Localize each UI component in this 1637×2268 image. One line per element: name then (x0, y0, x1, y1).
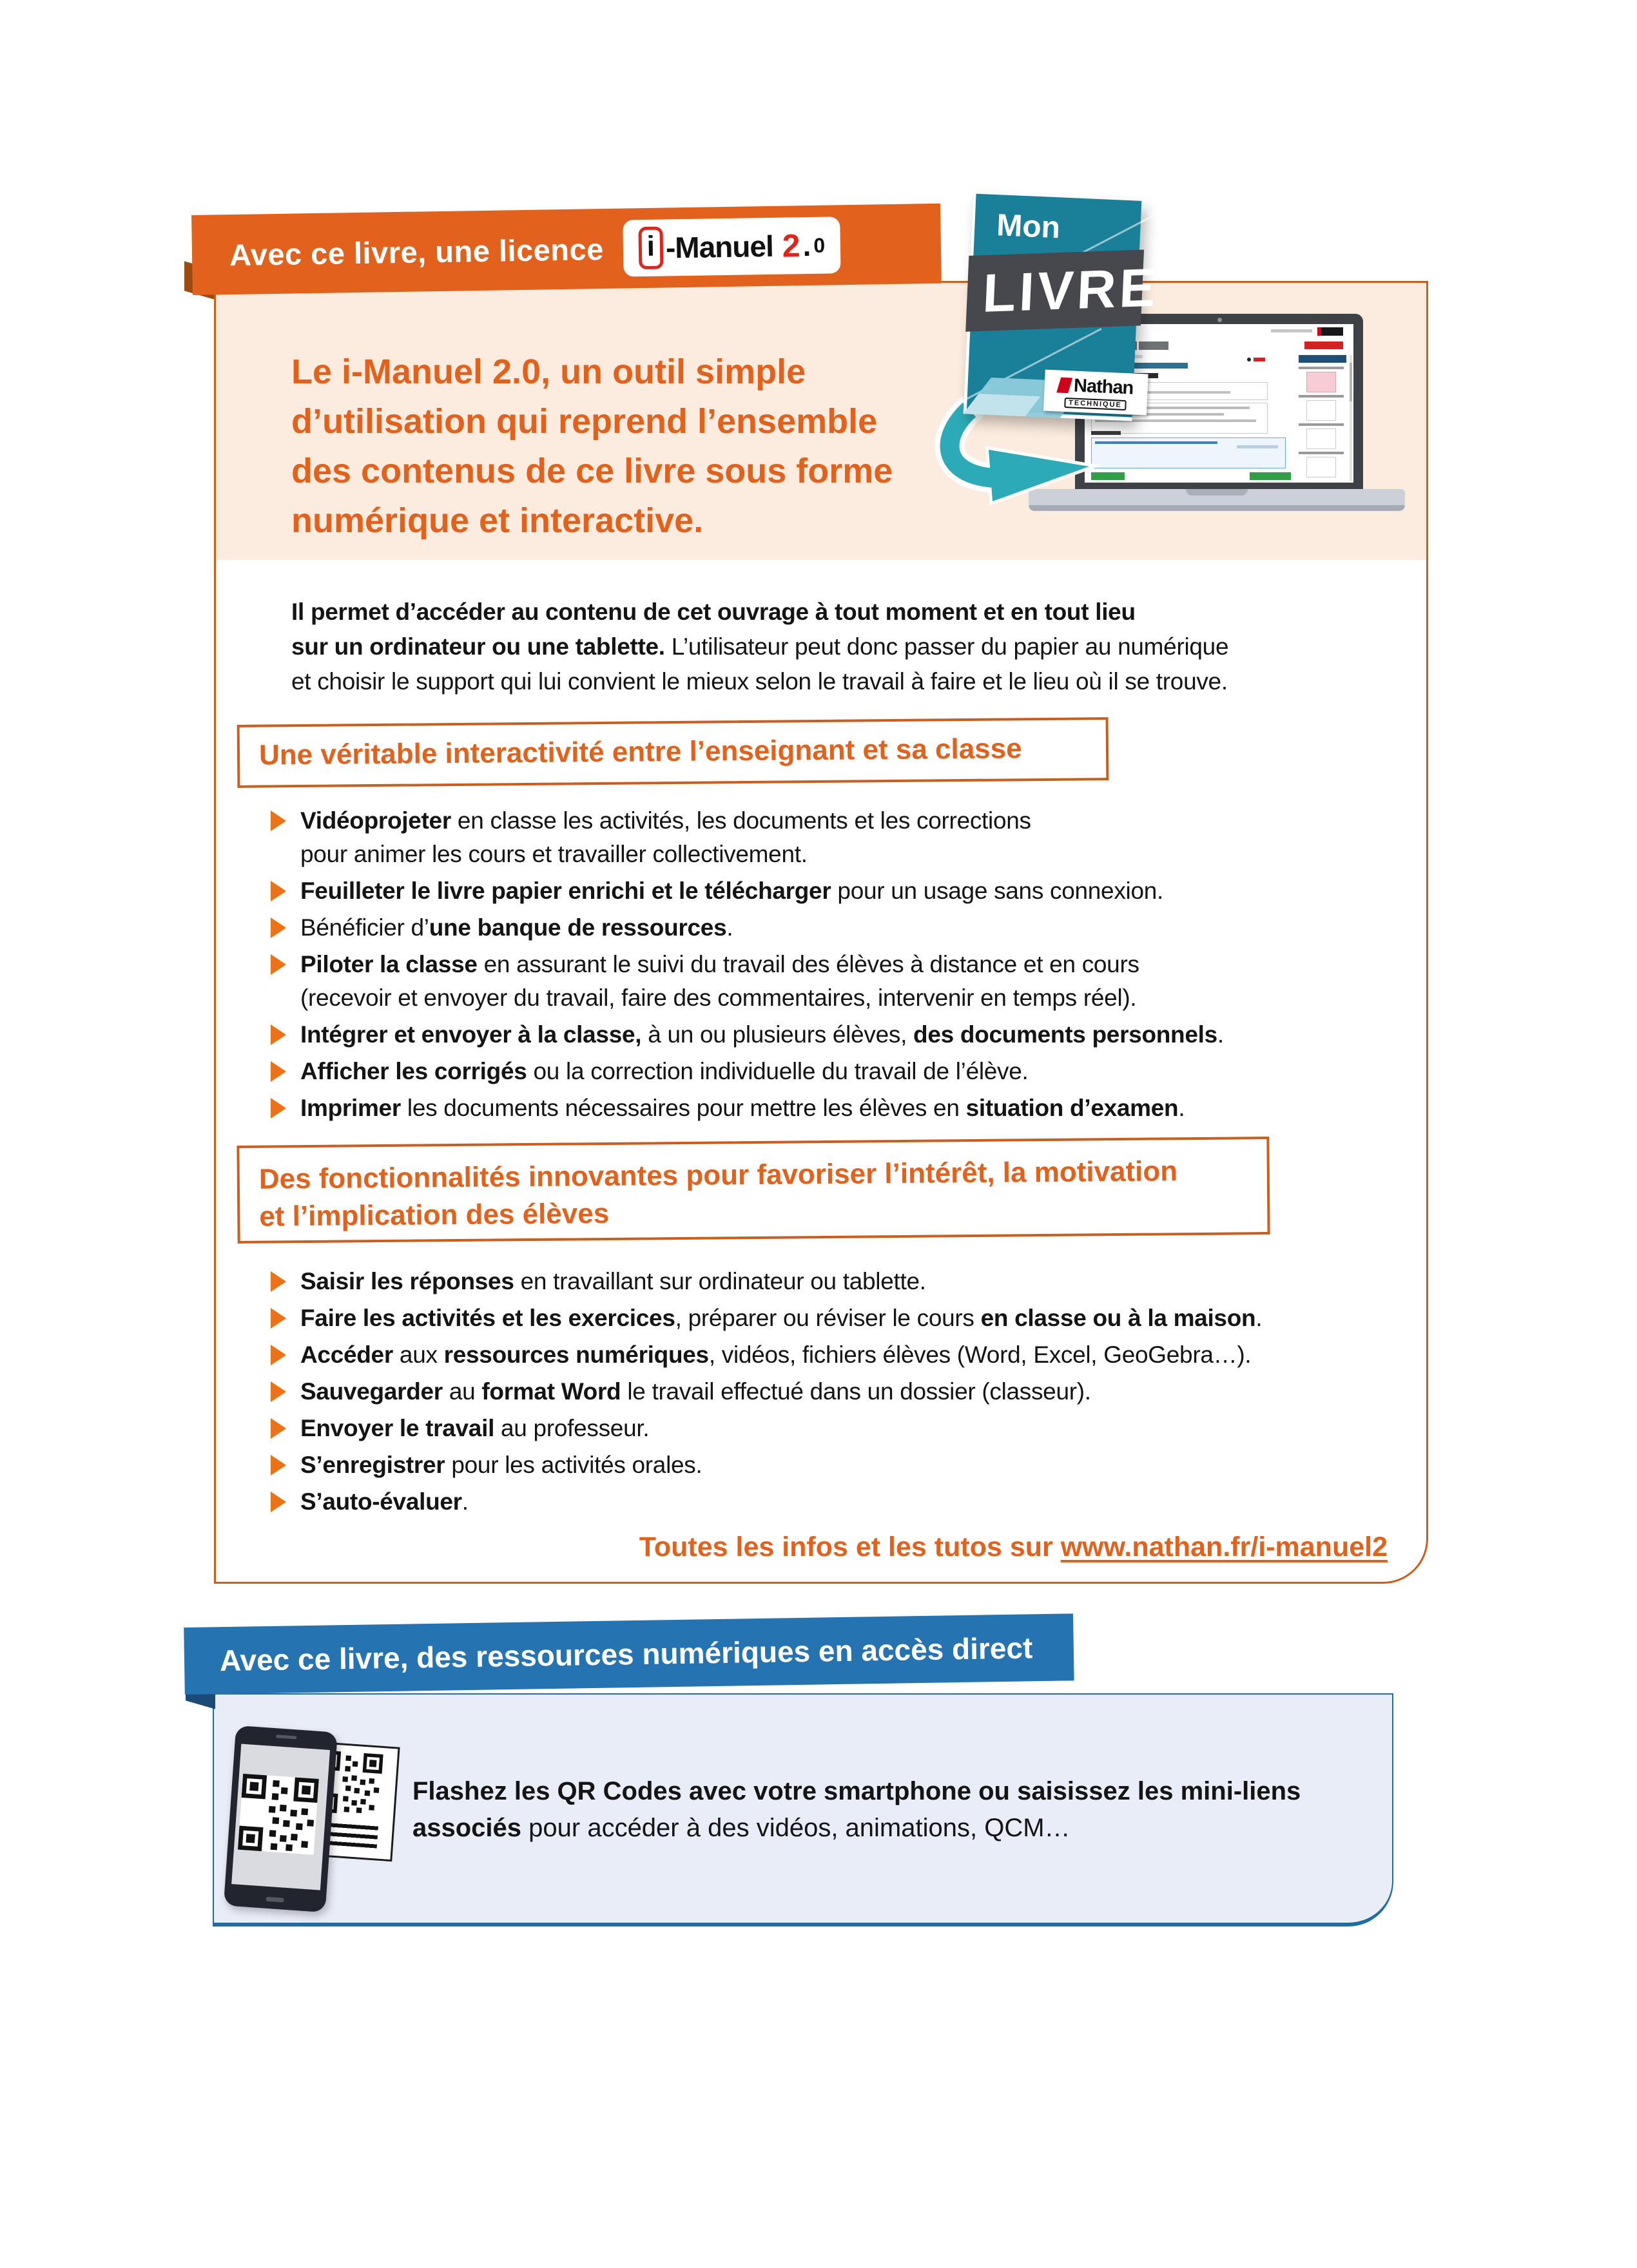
mock-green-button (1250, 472, 1291, 480)
bullet-arrow-icon (271, 1418, 286, 1439)
section2-title-line: et l’implication des élèves (259, 1197, 610, 1233)
mock-nathan-logo (1317, 327, 1343, 336)
list-item (271, 1055, 1426, 1088)
section1-title: Une véritable interactivité entre l’enseignant et sa classe (258, 733, 1022, 771)
list-item-text: Faire les activités et les exercices, préparer ou réviser le cours en classe ou à la maison. (300, 1305, 1263, 1331)
list-item-text: Feuilleter le livre papier enrichi et le télécharger pour un usage sans connexion. (300, 878, 1163, 904)
list-item-text: Imprimer les documents nécessaires pour mettre les élèves en situation d’examen. (300, 1095, 1185, 1121)
laptop-camera-dot (1217, 318, 1222, 322)
list-item (271, 1448, 1426, 1482)
bullet-arrow-icon (271, 918, 286, 938)
link-url[interactable]: www.nathan.fr/i-manuel2 (1060, 1532, 1388, 1562)
list-item (271, 1091, 1426, 1125)
intro-headline-line: des contenus de ce livre sous forme (291, 452, 893, 490)
bullet-arrow-icon (271, 1492, 286, 1512)
bullet-arrow-icon (271, 1308, 286, 1329)
nathan-technique-label: TECHNIQUE (1064, 397, 1127, 410)
list-item (271, 1265, 1426, 1298)
list-item-text: Accéder aux ressources numériques, vidéos, fichiers élèves (Word, Excel, GeoGebra…). (300, 1341, 1252, 1368)
laptop-base-notch (1186, 489, 1248, 495)
phone-home-button (266, 1897, 284, 1903)
bullet-arrow-icon (271, 1061, 286, 1082)
list-item-text: Sauvegarder au format Word le travail effectué dans un dossier (classeur). (300, 1378, 1091, 1405)
i-manuel-logo (623, 216, 841, 276)
section2-title-line: Des fonctionnalités innovantes pour favoriser l’intérêt, la motivation (258, 1155, 1178, 1195)
nathan-publisher-name: Nathan (1073, 375, 1134, 399)
top-banner-title: Avec ce livre, une licence (229, 231, 605, 272)
list-item (271, 1302, 1426, 1335)
list-item-text: Piloter la classe en assurant le suivi du travail des élèves à distance et en cours (recevoir et envoyer du travail, faire des commentaires, intervenir en temps réel). (300, 951, 1139, 1011)
section1-title-box (237, 717, 1109, 788)
section1-list (271, 804, 1426, 1128)
nathan-logo-mark (1057, 378, 1073, 394)
list-item-text: Vidéoprojeter en classe les activités, les documents et les corrections pour animer les cours et travailler collectivement. (300, 807, 1031, 867)
list-item-text: Envoyer le travail au professeur. (300, 1415, 650, 1441)
list-item-text: Afficher les corrigés ou la correction individuelle du travail de l’élève. (300, 1058, 1029, 1084)
intro-headline-line: Le i-Manuel 2.0, un outil simple (291, 352, 806, 391)
list-item (271, 1018, 1426, 1052)
bullet-arrow-icon (271, 954, 286, 975)
intro-headline (291, 347, 893, 546)
list-item (271, 1375, 1426, 1408)
phone-screen (231, 1744, 330, 1890)
qr-instructions-text: Flashez les QR Codes avec votre smartphone ou saisissez les mini-liens associés pour accéder à des vidéos, animations, QCM… (412, 1777, 1301, 1842)
bullet-arrow-icon (271, 1345, 286, 1365)
book-cover-line1: Mon (996, 208, 1061, 245)
bullet-arrow-icon (271, 1271, 286, 1292)
list-item-text: S’auto-évaluer. (300, 1488, 469, 1515)
list-item-text: Saisir les réponses en travaillant sur ordinateur ou tablette. (300, 1268, 926, 1294)
footer-link-line: Toutes les infos et les tutos sur www.nathan.fr/i-manuel2 (639, 1532, 1388, 1562)
list-item (271, 1338, 1426, 1372)
i-manuel-logo-dot: . (802, 228, 811, 263)
i-manuel-logo-2: 2 (782, 227, 800, 264)
section2-list (271, 1265, 1426, 1522)
list-item (271, 948, 1426, 1015)
list-item (271, 1485, 1426, 1519)
section2-title-box (237, 1137, 1270, 1244)
smartphone-qr-illustration (223, 1725, 429, 1923)
intro-headline-line: numérique et interactive. (291, 501, 704, 540)
list-item-text: Bénéficier d’une banque de ressources. (300, 914, 733, 941)
mock-sidebar-header (1299, 355, 1346, 363)
bottom-banner-title: Avec ce livre, des ressources numériques en accès direct (219, 1631, 1033, 1678)
list-item-text: S’enregistrer pour les activités orales. (300, 1452, 702, 1478)
book-cover-band (965, 249, 1160, 331)
i-manuel-logo-0: 0 (813, 233, 826, 257)
intro-paragraph: Il permet d’accéder au contenu de cet ouvrage à tout moment et en tout lieu sur un ordinateur ou une tablette. L’utilisateur peut donc passer du papier au numérique et choisir le support qui lui convient le mieux selon le travail à faire et le lieu où il se trouve. (291, 599, 1229, 695)
i-manuel-logo-manuel: -Manuel (665, 229, 774, 265)
phone-speaker (276, 1735, 296, 1739)
bullet-arrow-icon (271, 1024, 286, 1045)
list-item-text: Intégrer et envoyer à la classe, à un ou plusieurs élèves, des documents personnels. (300, 1021, 1224, 1048)
intro-headline-line: d’utilisation qui reprend l’ensemble (291, 402, 878, 441)
bullet-arrow-icon (271, 811, 286, 831)
smartphone (224, 1725, 338, 1912)
mock-red-button (1304, 341, 1343, 349)
list-item (271, 911, 1426, 945)
list-item (271, 874, 1426, 908)
list-item (271, 804, 1426, 871)
top-banner (191, 204, 942, 295)
i-manuel-logo-i: i (638, 227, 663, 270)
list-item (271, 1412, 1426, 1445)
bullet-arrow-icon (271, 1455, 286, 1475)
bullet-arrow-icon (271, 1098, 286, 1119)
nathan-publisher-label (1043, 370, 1148, 416)
bullet-arrow-icon (271, 1381, 286, 1402)
book-cover-illustration (964, 193, 1160, 421)
book-cover-line2: LIVRE (981, 256, 1160, 323)
bullet-arrow-icon (271, 881, 286, 901)
bottom-banner (184, 1613, 1074, 1695)
